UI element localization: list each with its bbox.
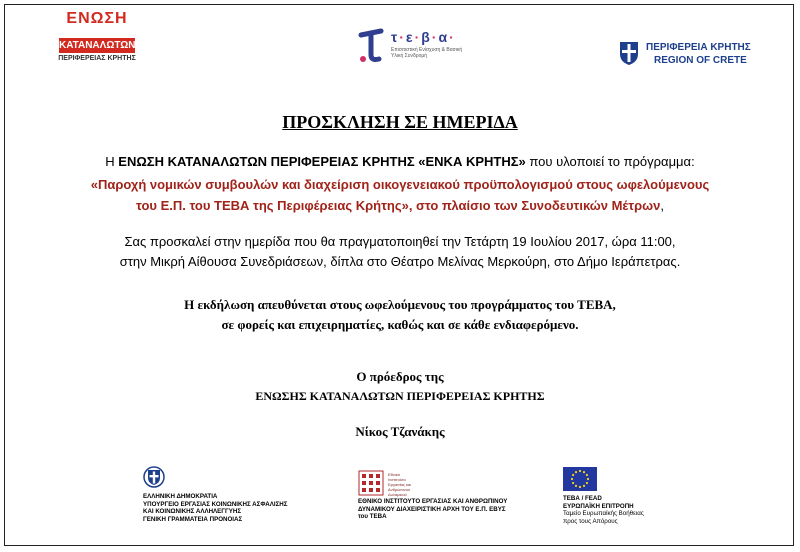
program-title-line2: του Ε.Π. του ΤΕΒΑ της Περιφέρειας Κρήτης», στο πλαίσιο των Συνοδευτικών Μέτρων, (136, 198, 664, 213)
eiead-logo-icon (358, 470, 384, 496)
eiead-logo-label: Εθνικό Ινστιτούτο Εργασίας και Ανθρώπινου Δυναμικού (388, 472, 412, 497)
crete-logo-line2: REGION OF CRETE (654, 55, 747, 66)
teva-logo (355, 25, 475, 75)
hellenic-republic-text: ΕΛΛΗΝΙΚΗ ΔΗΜΟΚΡΑΤΙΑ ΥΠΟΥΡΓΕΙΟ ΕΡΓΑΣΙΑΣ ΚΟΙΝΩΝΙΚΗΣ ΑΣΦΑΛΙΣΗΣ ΚΑΙ ΚΟΙΝΩΝΙΚΗΣ ΑΛΛΗΛΕΓΓΥΗΣ ΓΕΝΙΚΗ ΓΡΑΜΜΑΤΕΙΑ ΠΡΟΝΟΙΑΣ (143, 493, 288, 523)
event-date-line: Σας προσκαλεί στην ημερίδα που θα πραγματοποιηθεί την Τετάρτη 19 Ιουλίου 2017, ώρα 11:00, (124, 234, 676, 249)
page-title: ΠΡΟΣΚΛΗΣΗ ΣΕ ΗΜΕΡΙΔΑ (282, 112, 518, 132)
signature-organization: ΕΝΩΣΗΣ ΚΑΤΑΝΑΛΩΤΩΝ ΠΕΡΙΦΕΡΕΙΑΣ ΚΡΗΤΗΣ (255, 389, 545, 403)
audience-line1: Η εκδήλωση απευθύνεται στους ωφελούμενους του προγράμματος του ΤΕΒΑ, (184, 297, 616, 312)
eu-flag-icon (563, 467, 597, 491)
enka-logo-subtitle: ΠΕΡΙΦΕΡΕΙΑΣ ΚΡΗΤΗΣ (58, 55, 136, 62)
hellenic-republic-emblem-icon (143, 465, 165, 489)
event-venue-line: στην Μικρή Αίθουσα Συνεδριάσεων, δίπλα στο Θέατρο Μελίνας Μερκούρη, στο Δήμο Ιεράπετρας. (119, 254, 681, 269)
eiead-text: ΕΘΝΙΚΟ ΙΝΣΤΙΤΟΥΤΟ ΕΡΓΑΣΙΑΣ ΚΑΙ ΑΝΘΡΩΠΙΝΟΥ ΔΥΝΑΜΙΚΟΥ ΔΙΑΧΕΙΡΙΣΤΙΚΗ ΑΡΧΗ ΤΟΥ Ε.Π. ΕΒΥΣ του ΤΕΒΑ (358, 498, 508, 520)
teva-logo-subtitle: Επισιτιστική Ενίσχυση & Βασική Υλική Συνδρομή (391, 47, 463, 59)
enka-logo-word: ΕΝΩΣΗ (66, 10, 128, 27)
program-title-line1: «Παροχή νομικών συμβουλών και διαχείριση οικογενειακού προϋπολογισμού στους ωφελούμενους (90, 177, 710, 192)
enka-logo-banner: ΚΑΤΑΝΑΛΩΤΩΝ (59, 40, 136, 51)
region-of-crete-logo (618, 40, 758, 70)
signature-name: Νίκος Τζανάκης (355, 424, 445, 439)
intro-line: Η ΕΝΩΣΗ ΚΑΤΑΝΑΛΩΤΩΝ ΠΕΡΙΦΕΡΕΙΑΣ ΚΡΗΤΗΣ «ΕΝΚΑ ΚΡΗΤΗΣ» που υλοποιεί το πρόγραμμα: (105, 154, 695, 169)
audience-line2: σε φορείς και επιχειρηματίες, καθώς και σε κάθε ενδιαφερόμενο. (221, 317, 579, 332)
page-frame (4, 4, 794, 546)
signature-title: Ο πρόεδρος της (356, 369, 444, 384)
eu-fead-text: ΤΕΒΑ / FEAD ΕΥΡΩΠΑΪΚΗ ΕΠΙΤΡΟΠΗ Ταμείο Ευρωπαϊκής Βοήθειας προς τους Απόρους (563, 495, 644, 525)
greek-emblem-icon (618, 40, 640, 66)
teva-mark-icon (355, 25, 387, 65)
enka-logo (55, 10, 139, 68)
crete-logo-line1: ΠΕΡΙΦΕΡΕΙΑ ΚΡΗΤΗΣ (646, 42, 751, 53)
teva-logo-name: τ·ε·β·α· (391, 29, 456, 45)
